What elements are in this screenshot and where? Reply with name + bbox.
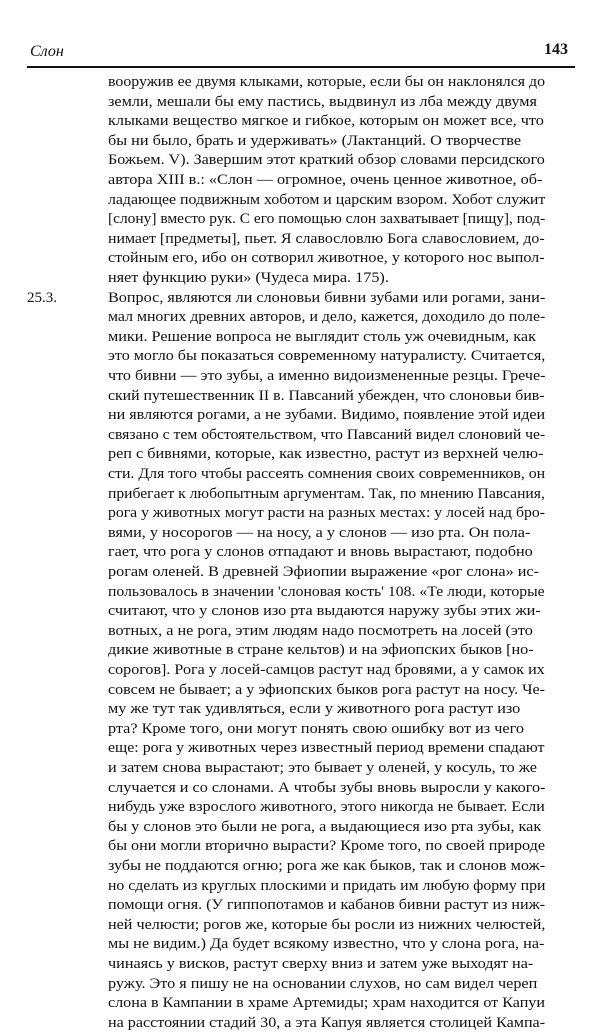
text-line: бы они могли вторично вырасти? Кроме того, по своей природе xyxy=(108,838,545,855)
text-line: и затем снова вырастают; это бывает у оленей, у косуль, то же xyxy=(108,760,537,776)
text-line: зубы не поддаются огню; рога же как быков, так и слонов мож- xyxy=(108,858,546,874)
text-line: случается и со слонами. А чтобы зубы вновь выросли у какого- xyxy=(108,779,546,796)
header-rule xyxy=(27,66,575,68)
text-line: земли, мешали бы ему пастись, выдвинул из лба между двумя xyxy=(108,93,537,110)
text-line: ский путешественник II в. Павсаний убежден, что слоновьи бив- xyxy=(108,387,545,404)
text-line: прибегает к любопытным аргументам. Так, по мнению Павсания, xyxy=(108,485,545,502)
section-number: 25.3. xyxy=(27,289,57,306)
text-line: мики. Решение вопроса не выглядит столь уж очевидным, как xyxy=(108,328,536,345)
running-title: Слон xyxy=(30,43,64,60)
text-line: няет функцию руки» (Чудеса мира. 175). xyxy=(108,270,389,286)
text-line: еще: рога у животных через известный период времени спадают xyxy=(108,740,545,757)
text-line: мы не видим.) Да будет всякому известно, что у слона рога, на- xyxy=(108,936,545,953)
text-line: рога у животных могут расти на разных местах: у лосей над бро- xyxy=(108,505,545,522)
text-line: что бивни — это зубы, а именно видоизмененные резцы. Грече- xyxy=(108,368,546,384)
text-line: помощи огня. (У гиппопотамов и кабанов бивни растут из ниж- xyxy=(108,897,546,914)
running-header xyxy=(27,41,575,63)
page-number: 143 xyxy=(544,41,568,58)
text-line: рта? Кроме того, они могут понять свою ошибку вот из чего xyxy=(108,720,524,737)
text-line: [слону] вместо рук. С его помощью слон захватывает [пищу], под- xyxy=(108,211,546,228)
text-line: сорогов]. Рога у лосей-самцов растут над бровями, а у самок их xyxy=(108,662,545,678)
text-line: бы ни было, брать и удерживать» (Лактанций. О творчестве xyxy=(108,132,522,149)
text-line: гает, что рога у слонов отпадают и вновь вырастают, подобно xyxy=(108,544,533,561)
text-line: реп с бивнями, которые, как известно, растут из верхней челю- xyxy=(108,446,544,463)
text-line: чинаясь у висков, растут сверху вниз и затем уже выходят на- xyxy=(108,956,534,972)
text-line: ладающее подвижным хоботом и царским взором. Хобот служит xyxy=(108,191,546,208)
text-line: Вопрос, являются ли слоновьи бивни зубами или рогами, зани- xyxy=(108,289,546,306)
text-line: связано с тем обстоятельством, что Павсаний видел слоновий че- xyxy=(108,426,546,443)
text-line: мал многих древних авторов, и дело, кажется, доходило до поле- xyxy=(108,309,546,326)
text-line: автора XIII в.: «Слон — огромное, очень ценное животное, об- xyxy=(108,172,543,188)
text-line: это могло бы показаться современному натуралисту. Считается, xyxy=(108,348,546,365)
text-line: вями, у носорогов — на носу, а у слонов — изо рта. Он пола- xyxy=(108,524,531,541)
text-line: рогам оленей. В древней Эфиопии выражение «рог слона» ис- xyxy=(108,564,539,580)
text-line: считают, что у слонов изо рта выдаются наружу зубы этих жи- xyxy=(108,603,541,620)
text-line: бы у слонов это были не рога, а выдающиеся изо рта зубы, как xyxy=(108,818,542,835)
text-line: пользовалось в значении 'слоновая кость' 108. «Те люди, которые xyxy=(108,583,545,600)
text-line: нибудь уже взрослого животного, этого никогда не бывает. Если xyxy=(108,799,545,816)
text-line: на расстоянии стадий 30, а эта Капуя является столицей Кампа- xyxy=(108,1014,546,1031)
text-line: нимает [предметы], пьет. Я славословлю Бога славословием, до- xyxy=(108,230,545,247)
text-line: слона в Кампании в храме Артемиды; храм находится от Капуи xyxy=(108,995,545,1012)
text-line: дикие животные в стране кельтов) и на эфиопских быков [но- xyxy=(108,642,534,659)
text-line: но сделать из круглых плоскими и придать им любую форму при xyxy=(108,877,546,894)
text-line: сти. Для того чтобы рассеять сомнения своих современников, он xyxy=(108,466,546,482)
text-line: ней челюсти; рогов же, которые бы росли из нижних челюстей, xyxy=(108,916,546,933)
text-line: клыками вещество мягкое и гибкое, которым он может все, что xyxy=(108,113,544,130)
text-line: Божьем. V). Завершим этот краткий обзор словами персидского xyxy=(108,152,545,169)
text-line: ни являются рогами, а не зубами. Видимо, появление этой идеи xyxy=(108,407,546,424)
text-line: совсем не бывает; а у эфиопских быков рога растут на носу. Че- xyxy=(108,681,546,698)
text-line: му же тут так удивляться, если у животного рога растут изо xyxy=(108,701,521,718)
text-line: вотных, а не рога, этим людям надо посмотреть на лосей (это xyxy=(108,622,533,639)
text-line: ружу. Это я пишу не на основании слухов, но сам видел череп xyxy=(108,975,538,992)
text-line: стойным его, ибо он сотворил животное, у которого нос выпол- xyxy=(108,250,545,267)
text-line: вооружив ее двумя клыками, которые, если бы он наклонялся до xyxy=(108,74,546,90)
